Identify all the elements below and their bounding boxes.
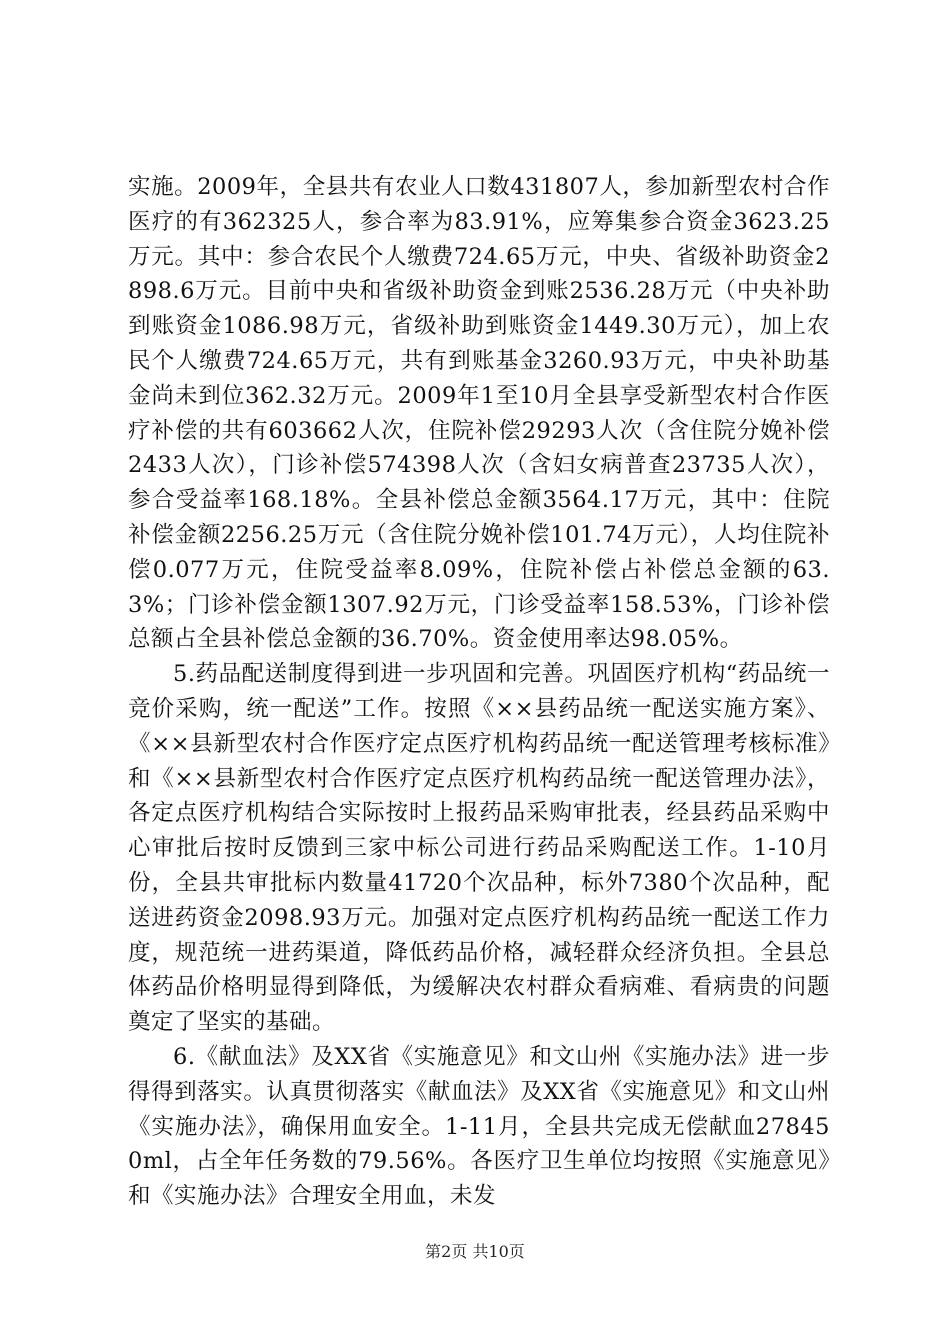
paragraph-ncms-statistics: 实施。2009年，全县共有农业人口数431807人，参加新型农村合作医疗的有362325人，参合率为83.91%，应筹集参合资金3623.25万元。其中：参合农民个人缴费724.65万元，中央、省级补助资金2898.6万元。目前中央和省级补助资金到账2536.28万元（中央补助到账资金1086.98万元，省级补助到账资金1449.30万元），加上农民个人缴费724.65万元，共有到账基金3260.93万元，中央补助基金尚未到位362.32万元。2009年1至10月全县享受新型农村合作医疗补偿的共有603662人次，住院补偿29293人次（含住院分娩补偿2433人次），门诊补偿574398人次（含妇女病普查23735人次），参合受益率168.18%。全县补偿总金额3564.17万元，其中：住院补偿金额2256.25万元（含住院分娩补偿101.74万元），人均住院补偿0.077万元，住院受益率8.09%，住院补偿占补偿总金额的63.3%；门诊补偿金额1307.92万元，门诊受益率158.53%，门诊补偿总额占全县补偿总金额的36.70%。资金使用率达98.05%。	[128, 174, 830, 653]
paragraph-blood-donation: 6.《献血法》及XX省《实施意见》和文山州《实施办法》进一步得得到落实。认真贯彻落实《献血法》及XX省《实施意见》和文山州《实施办法》，确保用血安全。1-11月，全县共完成无偿献血278450ml，占全年任务数的79.56%。各医疗卫生单位均按照《实施意见》和《实施办法》合理安全用血，未发	[128, 1043, 830, 1210]
document-body	[128, 170, 830, 1214]
page-footer: 第2页 共10页	[425, 1242, 525, 1261]
paragraph-drug-distribution: 5.药品配送制度得到进一步巩固和完善。巩固医疗机构“药品统一竞价采购，统一配送”工作。按照《××县药品统一配送实施方案》、《××县新型农村合作医疗定点医疗机构药品统一配送管理考核标准》和《××县新型农村合作医疗定点医疗机构药品统一配送管理办法》，各定点医疗机构结合实际按时上报药品采购审批表，经县药品采购中心审批后按时反馈到三家中标公司进行药品采购配送工作。1-10月份，全县共审批标内数量41720个次品种，标外7380个次品种，配送进药资金2098.93万元。加强对定点医疗机构药品统一配送工作力度，规范统一进药渠道，降低药品价格，减轻群众经济负担。全县总体药品价格明显得到降低，为缓解决农村群众看病难、看病贵的问题奠定了坚实的基础。	[128, 661, 830, 1036]
